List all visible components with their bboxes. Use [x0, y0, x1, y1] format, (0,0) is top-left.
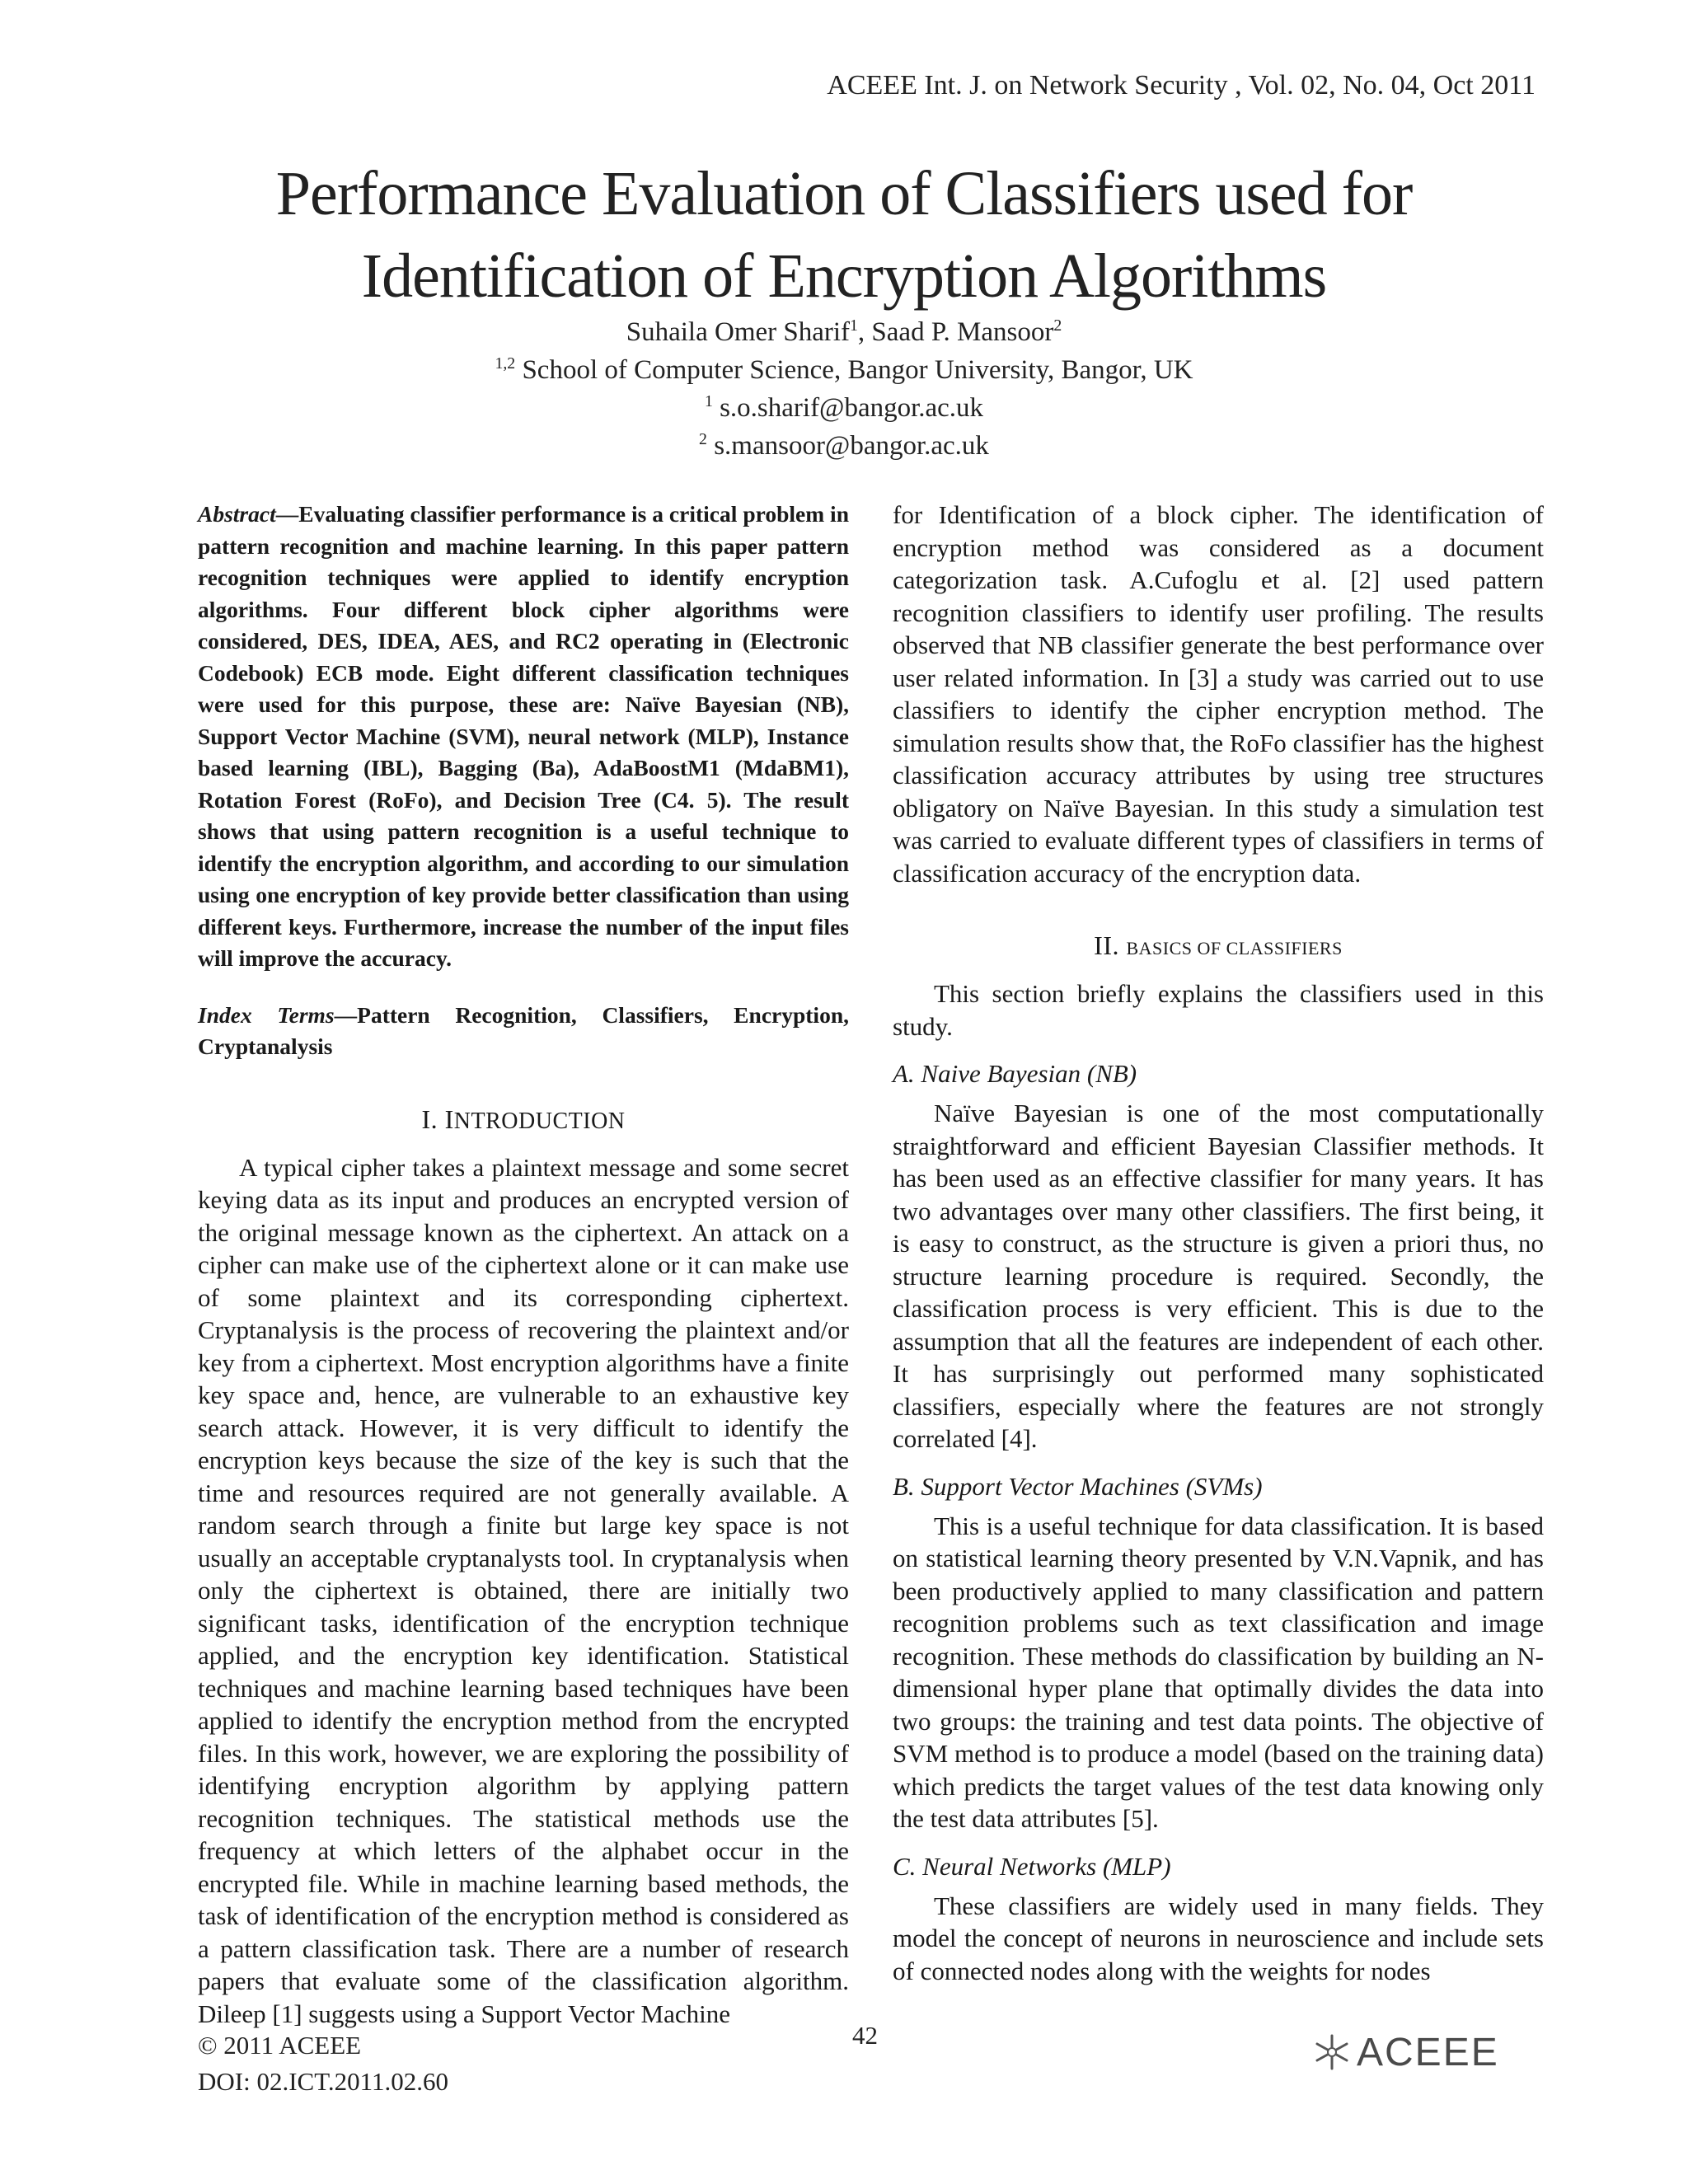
right-column: [893, 499, 1544, 1987]
abstract: Abstract—Evaluating classifier performance is a critical problem in pattern recognition and machine learning. In this paper pattern recognition techniques were applied to identify encryption algorithms. Four different block cipher algorithms were considered, DES, IDEA, AES, and RC2 operating in (Electronic Codebook) ECB mode. Eight different classification techniques were used for this purpose, these are: Naïve Bayesian (NB), Support Vector Machine (SVM), neural network (MLP), Instance based learning (IBL), Bagging (Ba), AdaBoostM1 (MdaBM1), Rotation Forest (RoFo), and Decision Tree (C4. 5). The result shows that using pattern recognition is a useful technique to identify the encryption algorithm, and according to our simulation using one encryption of key provide better classification than using different keys. Furthermore, increase the number of the input files will improve the accuracy.: [198, 501, 849, 971]
author-email-1[interactable]: $^1$ s.o.sharif@bangor.ac.uk: [704, 392, 984, 423]
subsection-heading-mlp: C. Neural Networks (MLP): [893, 1851, 1171, 1881]
section-heading-basics: II. BASICS OF CLASSIFIERS: [1094, 930, 1343, 960]
title-line-2: Identification of Encryption Algorithms: [361, 241, 1327, 311]
doi[interactable]: DOI: 02.ICT.2011.02.60: [198, 2067, 448, 2096]
index-terms: Index Terms—Pattern Recognition, Classifiers, Encryption, Cryptanalysis: [198, 1001, 849, 1059]
subsection-heading-svm: B. Support Vector Machines (SVMs): [893, 1471, 1263, 1501]
author-affiliation: $^{1,2}$ School of Computer Science, Bangor University, Bangor, UK: [495, 354, 1193, 385]
left-column: [198, 499, 849, 2030]
aceee-logo: [1312, 2032, 1499, 2073]
paper-title: [0, 152, 1688, 317]
introduction-continuation: for Identification of a block cipher. The identification of encryption method was considered as a document categorization task. A.Cufoglu et al. [2] used pattern recognition classifiers to identify user profiling. The results observed that NB classifier generate the best performance over user related information. In [3] a study was carried out to use classifiers to identify the cipher encryption method. The simulation results show that, the RoFo classifier has the highest classification accuracy attributes by using tree structures obligatory on Naïve Bayesian. In this study a simulation test was carried to evaluate different types of classifiers in terms of classification accuracy of the encryption data.: [893, 500, 1544, 888]
subsection-mlp-text: These classifiers are widely used in many fields. They model the concept of neurons in neuroscience and include sets of connected nodes along with the weights for nodes: [893, 1891, 1544, 1985]
authors-block: [0, 313, 1688, 465]
basics-intro: This section briefly explains the classifiers used in this study.: [893, 979, 1544, 1041]
subsection-heading-nb: A. Naive Bayesian (NB): [893, 1059, 1137, 1088]
section-heading-introduction: I. INTRODUCTION: [421, 1104, 626, 1134]
title-line-1: Performance Evaluation of Classifiers used for: [275, 159, 1413, 228]
copyright: © 2011 ACEEE: [198, 2031, 362, 2060]
subsection-svm-text: This is a useful technique for data classification. It is based on statistical learning theory presented by V.N.Vapnik, and has been productively applied to many classification and pattern recognition problems such as text classification and image recognition. These methods do classification by building an N-dimensional hyper plane that optimally divides the data into two groups: the training and test data points. The objective of SVM method is to produce a model (based on the training data) which predicts the target values of the test data knowing only the test data attributes [5].: [893, 1511, 1544, 1833]
logo-text: ACEEE: [1357, 2030, 1499, 2074]
page-number: 42: [852, 2021, 878, 2050]
subsection-nb-text: Naïve Bayesian is one of the most computationally straightforward and efficient Bayesian Classifier methods. It has been used as an effective classifier for many years. It has two advantages over many other classifiers. The first being, it is easy to construct, as the structure is given a priori thus, no structure learning procedure is required. Secondly, the classification process is very efficient. This is due to the assumption that all the features are independent of each other. It has surprisingly out performed many sophisticated classifiers, especially where the features are not strongly correlated [4].: [893, 1099, 1544, 1453]
author-names: Suhaila Omer Sharif$^1$, Saad P. Mansoor$^2$: [626, 316, 1062, 347]
footer-left: [198, 2027, 448, 2100]
star-logo-icon: [1312, 2032, 1352, 2072]
introduction-paragraph: A typical cipher takes a plaintext message and some secret keying data as its input and produces an encrypted version of the original message known as the ciphertext. An attack on a cipher can make use of the ciphertext alone or it can make use of some plaintext and its corresponding ciphertext. Cryptanalysis is the process of recovering the plaintext and/or key from a ciphertext. Most encryption algorithms have a finite key space and, hence, are vulnerable to an exhaustive key search attack. However, it is very difficult to identify the encryption keys because the size of the key is such that the time and resources required are not generally available. A random search through a finite but large key space is not usually an acceptable cryptanalysts tool. In cryptanalysis when only the ciphertext is obtained, there are initially two significant tasks, identification of the encryption technique applied, and the encryption key identification. Statistical techniques and machine learning based techniques have been applied to identify the encryption method from the encrypted files. In this work, however, we are exploring the possibility of identifying encryption algorithm by applying pattern recognition techniques. The statistical methods use the frequency at which letters of the alphabet occur in the encrypted file. While in machine learning based methods, the task of identification of the encryption method is considered as a pattern classification task. There are a number of research papers that evaluate some of the classification algorithm. Dileep [1] suggests using a Support Vector Machine: [198, 1152, 849, 2028]
journal-header: ACEEE Int. J. on Network Security , Vol. 02, No. 04, Oct 2011: [827, 70, 1536, 101]
author-email-2[interactable]: $^2$ s.mansoor@bangor.ac.uk: [699, 430, 989, 461]
